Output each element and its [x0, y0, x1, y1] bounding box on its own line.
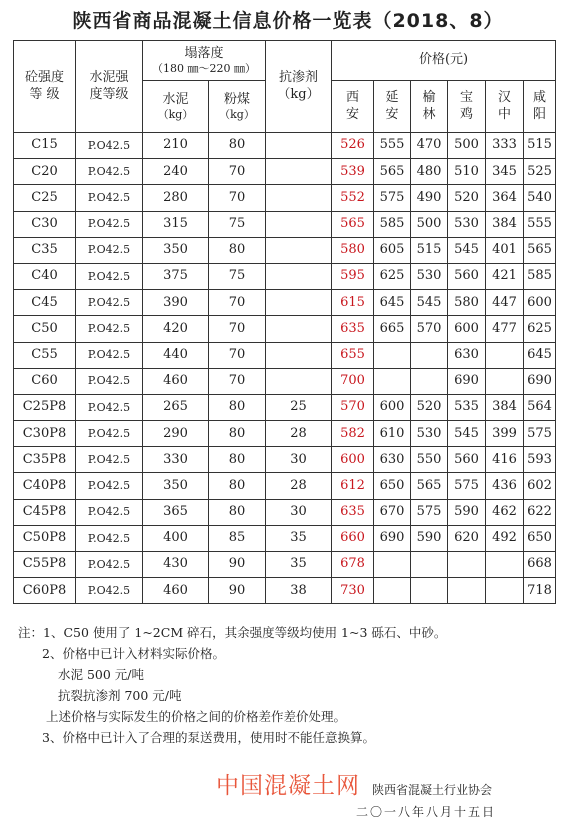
table-row	[14, 237, 556, 263]
grade-cell: C60P8	[14, 578, 76, 604]
flyash-cell: 70	[209, 342, 266, 368]
price-xianyang-cell: 565	[524, 237, 556, 263]
price-yanan-cell: 690	[374, 525, 411, 551]
grade-cell: C35P8	[14, 447, 76, 473]
price-xian-cell: 570	[332, 394, 374, 420]
table-row	[14, 578, 556, 604]
price-baoji-cell: 530	[448, 211, 486, 237]
price-xian-cell: 612	[332, 473, 374, 499]
city-yanan-1: 延	[385, 90, 399, 106]
price-yulin-cell	[411, 368, 448, 394]
price-hanzhong-cell	[486, 552, 524, 578]
city-yulin-1: 榆	[422, 90, 436, 106]
city-hanzhong-1: 汉	[498, 90, 512, 106]
price-yanan-cell: 600	[374, 394, 411, 420]
table-body	[14, 133, 556, 604]
price-xian-cell: 582	[332, 421, 374, 447]
cement-grade-cell: P.O42.5	[76, 499, 143, 525]
note-price-diff: 上述价格与实际发生的价格之间的价格差作差价处理。	[46, 709, 347, 724]
price-hanzhong-cell: 333	[486, 133, 524, 159]
price-baoji-cell	[448, 578, 486, 604]
grade-cell: C35	[14, 237, 76, 263]
flyash-cell: 90	[209, 552, 266, 578]
page-title: 陕西省商品混凝土信息价格一览表（2018、8）	[72, 10, 504, 32]
price-yanan-cell: 555	[374, 133, 411, 159]
price-xianyang-cell: 525	[524, 159, 556, 185]
price-xianyang-cell: 585	[524, 263, 556, 289]
price-xian-cell: 635	[332, 499, 374, 525]
anti-seep-cell	[266, 133, 332, 159]
price-yulin-cell: 550	[411, 447, 448, 473]
city-hanzhong-2: 中	[498, 106, 512, 122]
price-hanzhong-cell: 416	[486, 447, 524, 473]
anti-seep-cell	[266, 211, 332, 237]
table-row	[14, 499, 556, 525]
price-yulin-cell	[411, 342, 448, 368]
header-cement-grade-line1: 水泥强	[89, 70, 129, 86]
cement-grade-cell: P.O42.5	[76, 473, 143, 499]
price-baoji-cell: 560	[448, 263, 486, 289]
header-anti-seep-line2: （kg）	[277, 86, 320, 102]
price-yanan-cell: 670	[374, 499, 411, 525]
cement-cell: 460	[143, 578, 209, 604]
association-name: 陕西省混凝土行业协会	[372, 783, 493, 797]
price-xianyang-cell: 625	[524, 316, 556, 342]
price-yanan-cell: 630	[374, 447, 411, 473]
price-hanzhong-cell: 421	[486, 263, 524, 289]
watermark-logo: 中国混凝土网	[216, 773, 360, 799]
price-xianyang-cell: 602	[524, 473, 556, 499]
price-xianyang-cell: 718	[524, 578, 556, 604]
price-xian-cell: 678	[332, 552, 374, 578]
table-row	[14, 133, 556, 159]
price-xianyang-cell: 690	[524, 368, 556, 394]
price-xian-cell: 539	[332, 159, 374, 185]
price-hanzhong-cell	[486, 368, 524, 394]
city-baoji-1: 宝	[460, 90, 474, 106]
flyash-cell: 70	[209, 290, 266, 316]
grade-cell: C20	[14, 159, 76, 185]
cement-grade-cell: P.O42.5	[76, 421, 143, 447]
price-yulin-cell: 575	[411, 499, 448, 525]
price-hanzhong-cell: 401	[486, 237, 524, 263]
cement-cell: 440	[143, 342, 209, 368]
table-row	[14, 316, 556, 342]
price-baoji-cell: 690	[448, 368, 486, 394]
cement-grade-cell: P.O42.5	[76, 316, 143, 342]
flyash-cell: 90	[209, 578, 266, 604]
anti-seep-cell	[266, 368, 332, 394]
price-xian-cell: 595	[332, 263, 374, 289]
issue-date: 二〇一八年八月十五日	[356, 805, 497, 819]
price-xian-cell: 700	[332, 368, 374, 394]
price-yanan-cell	[374, 578, 411, 604]
note-3: 3、价格中已计入了合理的泵送费用，使用时不能任意换算。	[42, 730, 375, 745]
cement-grade-cell: P.O42.5	[76, 578, 143, 604]
price-xian-cell: 580	[332, 237, 374, 263]
city-baoji-2: 鸡	[460, 106, 474, 122]
flyash-cell: 85	[209, 525, 266, 551]
table-row	[14, 552, 556, 578]
grade-cell: C55P8	[14, 552, 76, 578]
price-xianyang-cell: 645	[524, 342, 556, 368]
flyash-cell: 80	[209, 499, 266, 525]
price-yanan-cell: 650	[374, 473, 411, 499]
price-xian-cell: 600	[332, 447, 374, 473]
cement-cell: 390	[143, 290, 209, 316]
header-flyash	[209, 81, 266, 133]
price-yanan-cell: 585	[374, 211, 411, 237]
price-hanzhong-cell: 384	[486, 394, 524, 420]
price-yulin-cell: 480	[411, 159, 448, 185]
city-xianyang-1: 咸	[533, 90, 547, 106]
price-hanzhong-cell: 492	[486, 525, 524, 551]
header-city-yulin	[411, 81, 448, 133]
flyash-cell: 70	[209, 185, 266, 211]
price-baoji-cell: 545	[448, 237, 486, 263]
flyash-cell: 80	[209, 237, 266, 263]
cement-grade-cell: P.O42.5	[76, 552, 143, 578]
price-hanzhong-cell: 345	[486, 159, 524, 185]
price-xianyang-cell: 555	[524, 211, 556, 237]
price-yulin-cell: 530	[411, 421, 448, 447]
note-additive-price: 抗裂抗渗剂 700 元/吨	[58, 688, 182, 703]
price-yanan-cell	[374, 368, 411, 394]
grade-cell: C25	[14, 185, 76, 211]
cement-grade-cell: P.O42.5	[76, 368, 143, 394]
price-xianyang-cell: 515	[524, 133, 556, 159]
price-xian-cell: 730	[332, 578, 374, 604]
grade-cell: C60	[14, 368, 76, 394]
header-price: 价格(元)	[332, 41, 556, 81]
price-baoji-cell: 520	[448, 185, 486, 211]
table-row	[14, 368, 556, 394]
header-cement	[143, 81, 209, 133]
cement-grade-cell: P.O42.5	[76, 159, 143, 185]
cement-grade-cell: P.O42.5	[76, 133, 143, 159]
table-row	[14, 263, 556, 289]
grade-cell: C45	[14, 290, 76, 316]
notes	[18, 622, 568, 748]
price-baoji-cell: 580	[448, 290, 486, 316]
anti-seep-cell: 28	[266, 421, 332, 447]
header-flyash-line2: （kg）	[219, 107, 255, 121]
cement-cell: 375	[143, 263, 209, 289]
grade-cell: C40P8	[14, 473, 76, 499]
price-xianyang-cell: 600	[524, 290, 556, 316]
flyash-cell: 70	[209, 316, 266, 342]
anti-seep-cell: 35	[266, 525, 332, 551]
price-yulin-cell	[411, 578, 448, 604]
grade-cell: C30	[14, 211, 76, 237]
note-2: 2、价格中已计入材料实际价格。	[42, 646, 225, 661]
header-cement-grade	[76, 41, 143, 133]
header-anti-seep	[266, 41, 332, 133]
price-yulin-cell: 590	[411, 525, 448, 551]
price-xian-cell: 615	[332, 290, 374, 316]
price-xianyang-cell: 564	[524, 394, 556, 420]
header-cement-grade-line2: 度等级	[89, 86, 129, 102]
city-xian-1: 西	[346, 90, 360, 106]
price-hanzhong-cell: 399	[486, 421, 524, 447]
anti-seep-cell	[266, 237, 332, 263]
price-xian-cell: 526	[332, 133, 374, 159]
anti-seep-cell	[266, 263, 332, 289]
header-grade	[14, 41, 76, 133]
cement-cell: 350	[143, 237, 209, 263]
table-row	[14, 447, 556, 473]
price-baoji-cell	[448, 552, 486, 578]
price-xianyang-cell: 650	[524, 525, 556, 551]
cement-grade-cell: P.O42.5	[76, 263, 143, 289]
cement-grade-cell: P.O42.5	[76, 211, 143, 237]
grade-cell: C50	[14, 316, 76, 342]
anti-seep-cell: 38	[266, 578, 332, 604]
price-hanzhong-cell	[486, 342, 524, 368]
table-row	[14, 473, 556, 499]
city-yulin-2: 林	[422, 106, 436, 122]
price-yulin-cell: 570	[411, 316, 448, 342]
price-baoji-cell: 535	[448, 394, 486, 420]
price-yanan-cell: 625	[374, 263, 411, 289]
anti-seep-cell	[266, 159, 332, 185]
anti-seep-cell	[266, 316, 332, 342]
price-yulin-cell: 500	[411, 211, 448, 237]
price-yanan-cell	[374, 552, 411, 578]
city-xianyang-2: 阳	[533, 106, 547, 122]
table-row	[14, 342, 556, 368]
grade-cell: C45P8	[14, 499, 76, 525]
price-yanan-cell: 665	[374, 316, 411, 342]
price-xian-cell: 655	[332, 342, 374, 368]
cement-cell: 280	[143, 185, 209, 211]
price-yanan-cell: 575	[374, 185, 411, 211]
header-slump-range: （180 ㎜～220 ㎜）	[152, 61, 256, 75]
price-xian-cell: 552	[332, 185, 374, 211]
cement-grade-cell: P.O42.5	[76, 290, 143, 316]
note-1: 注：1、C50 使用了 1~2CM 碎石，其余强度等级均使用 1~3 砾石、中砂。	[18, 625, 447, 640]
cement-cell: 330	[143, 447, 209, 473]
cement-grade-cell: P.O42.5	[76, 342, 143, 368]
header-slump	[143, 41, 266, 81]
header-slump-label: 塌落度	[184, 45, 224, 61]
anti-seep-cell: 28	[266, 473, 332, 499]
header-cement-line1: 水泥	[162, 91, 189, 107]
price-yulin-cell: 515	[411, 237, 448, 263]
flyash-cell: 75	[209, 263, 266, 289]
price-yanan-cell	[374, 342, 411, 368]
cement-cell: 315	[143, 211, 209, 237]
price-baoji-cell: 575	[448, 473, 486, 499]
price-xian-cell: 660	[332, 525, 374, 551]
price-yulin-cell: 545	[411, 290, 448, 316]
price-xianyang-cell: 593	[524, 447, 556, 473]
price-hanzhong-cell: 477	[486, 316, 524, 342]
price-baoji-cell: 510	[448, 159, 486, 185]
price-yulin-cell	[411, 552, 448, 578]
price-baoji-cell: 600	[448, 316, 486, 342]
flyash-cell: 80	[209, 473, 266, 499]
anti-seep-cell: 30	[266, 447, 332, 473]
price-yanan-cell: 565	[374, 159, 411, 185]
price-yulin-cell: 530	[411, 263, 448, 289]
price-hanzhong-cell: 462	[486, 499, 524, 525]
cement-cell: 430	[143, 552, 209, 578]
header-grade-line1: 砼强度	[24, 70, 64, 86]
header-city-baoji	[448, 81, 486, 133]
grade-cell: C30P8	[14, 421, 76, 447]
anti-seep-cell	[266, 185, 332, 211]
price-yulin-cell: 520	[411, 394, 448, 420]
cement-grade-cell: P.O42.5	[76, 525, 143, 551]
price-hanzhong-cell: 364	[486, 185, 524, 211]
note-cement-price: 水泥 500 元/吨	[58, 667, 145, 682]
price-baoji-cell: 560	[448, 447, 486, 473]
anti-seep-cell: 25	[266, 394, 332, 420]
price-yulin-cell: 470	[411, 133, 448, 159]
price-yanan-cell: 605	[374, 237, 411, 263]
grade-cell: C50P8	[14, 525, 76, 551]
price-baoji-cell: 630	[448, 342, 486, 368]
header-city-yanan	[374, 81, 411, 133]
city-xian-2: 安	[346, 106, 360, 122]
price-yanan-cell: 645	[374, 290, 411, 316]
cement-cell: 460	[143, 368, 209, 394]
flyash-cell: 75	[209, 211, 266, 237]
price-baoji-cell: 500	[448, 133, 486, 159]
price-hanzhong-cell: 436	[486, 473, 524, 499]
grade-cell: C25P8	[14, 394, 76, 420]
header-city-xianyang	[524, 81, 556, 133]
header-city-hanzhong	[486, 81, 524, 133]
price-baoji-cell: 545	[448, 421, 486, 447]
table-row	[14, 159, 556, 185]
price-xian-cell: 635	[332, 316, 374, 342]
cement-grade-cell: P.O42.5	[76, 237, 143, 263]
flyash-cell: 80	[209, 133, 266, 159]
anti-seep-cell	[266, 290, 332, 316]
cement-cell: 365	[143, 499, 209, 525]
header-flyash-line1: 粉煤	[224, 91, 251, 107]
anti-seep-cell	[266, 342, 332, 368]
flyash-cell: 80	[209, 421, 266, 447]
anti-seep-cell: 30	[266, 499, 332, 525]
price-yanan-cell: 610	[374, 421, 411, 447]
flyash-cell: 80	[209, 447, 266, 473]
flyash-cell: 70	[209, 159, 266, 185]
price-baoji-cell: 620	[448, 525, 486, 551]
flyash-cell: 80	[209, 394, 266, 420]
cement-grade-cell: P.O42.5	[76, 185, 143, 211]
cement-grade-cell: P.O42.5	[76, 447, 143, 473]
cement-cell: 400	[143, 525, 209, 551]
header-cement-line2: （kg）	[157, 107, 194, 121]
table-row	[14, 211, 556, 237]
cement-grade-cell: P.O42.5	[76, 394, 143, 420]
header-anti-seep-line1: 抗渗剂	[279, 70, 319, 86]
table-row	[14, 185, 556, 211]
price-hanzhong-cell	[486, 578, 524, 604]
city-yanan-2: 安	[385, 106, 399, 122]
price-xianyang-cell: 622	[524, 499, 556, 525]
cement-cell: 265	[143, 394, 209, 420]
table-row	[14, 421, 556, 447]
price-xian-cell: 565	[332, 211, 374, 237]
price-yulin-cell: 565	[411, 473, 448, 499]
price-baoji-cell: 590	[448, 499, 486, 525]
flyash-cell: 70	[209, 368, 266, 394]
grade-cell: C55	[14, 342, 76, 368]
cement-cell: 290	[143, 421, 209, 447]
cement-cell: 350	[143, 473, 209, 499]
price-hanzhong-cell: 384	[486, 211, 524, 237]
grade-cell: C40	[14, 263, 76, 289]
price-xianyang-cell: 575	[524, 421, 556, 447]
header-city-xian	[332, 81, 374, 133]
table-row	[14, 525, 556, 551]
grade-cell: C15	[14, 133, 76, 159]
anti-seep-cell: 35	[266, 552, 332, 578]
table-row	[14, 394, 556, 420]
header-grade-line2: 等 级	[29, 86, 60, 102]
cement-cell: 420	[143, 316, 209, 342]
price-yulin-cell: 490	[411, 185, 448, 211]
price-table	[13, 40, 556, 604]
cement-cell: 240	[143, 159, 209, 185]
table-row	[14, 290, 556, 316]
price-hanzhong-cell: 447	[486, 290, 524, 316]
cement-cell: 210	[143, 133, 209, 159]
price-xianyang-cell: 540	[524, 185, 556, 211]
price-xianyang-cell: 668	[524, 552, 556, 578]
